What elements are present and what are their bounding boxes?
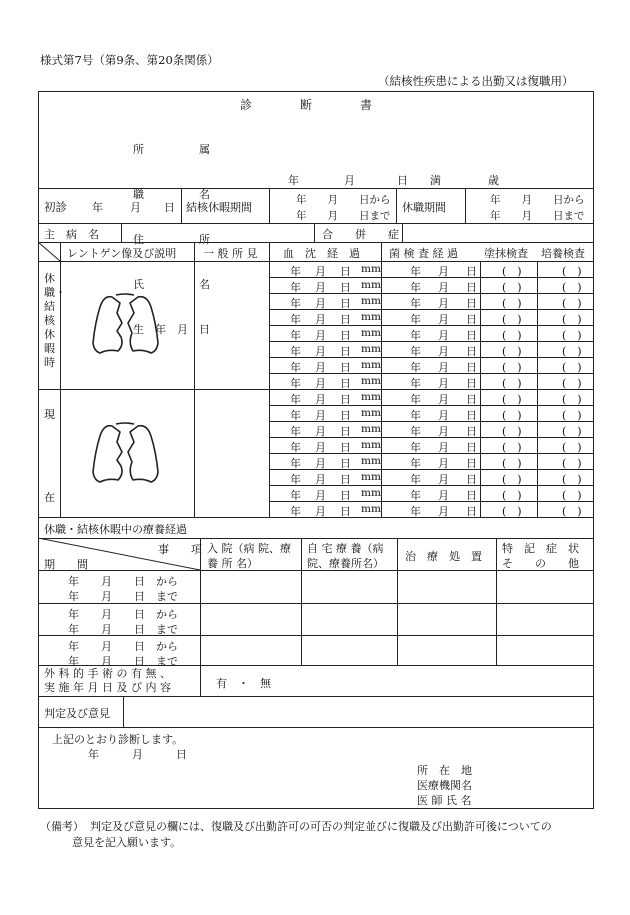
bacteria-year: 年 — [410, 297, 421, 310]
smear-result: ( ) — [502, 361, 522, 374]
bacteria-year: 年 — [410, 505, 421, 518]
document-title: 診 断 書 — [240, 98, 373, 112]
esr-year: 年 — [290, 377, 301, 390]
treatment-home-header: 自 宅 療 養（病 院、療養所名） — [307, 542, 384, 570]
esr-day: 日 — [340, 313, 351, 326]
col-xray: レントゲン像及び説明 — [67, 247, 177, 260]
esr-year: 年 — [290, 425, 301, 438]
esr-year: 年 — [290, 345, 301, 358]
col-general: 一 般 所 見 — [203, 247, 258, 260]
col-smear: 塗抹検査 — [484, 247, 528, 260]
culture-result: ( ) — [562, 345, 582, 358]
complication-label: 合 併 症 — [322, 228, 399, 241]
form-number: 様式第7号（第9条、第20条関係） — [40, 53, 219, 67]
esr-month: 月 — [315, 441, 326, 454]
smear-result: ( ) — [502, 281, 522, 294]
bacteria-day: 日 — [466, 265, 477, 278]
esr-unit: mm — [361, 295, 381, 307]
esr-unit: mm — [361, 343, 381, 355]
bacteria-day: 日 — [466, 297, 477, 310]
esr-unit: mm — [361, 455, 381, 467]
culture-result: ( ) — [562, 457, 582, 470]
remarks-text-continued: 意見を記入願います。 — [72, 836, 182, 849]
treatment-period-to: 年 月 日 まで — [68, 590, 178, 603]
esr-year: 年 — [290, 473, 301, 486]
esr-month: 月 — [315, 281, 326, 294]
esr-year: 年 — [290, 489, 301, 502]
culture-result: ( ) — [562, 265, 582, 278]
section-now-label-bottom: 在 — [44, 491, 55, 504]
smear-result: ( ) — [502, 505, 522, 518]
smear-result: ( ) — [502, 265, 522, 278]
col-esr: 血 沈 経 過 — [283, 247, 360, 260]
culture-result: ( ) — [562, 329, 582, 342]
exam-row-divider — [269, 405, 594, 406]
tb-leave-period-label: 結核休暇期間 — [186, 201, 252, 214]
remarks-text: 判定及び意見の欄には、復職及び出勤許可の可否の判定並びに復職及び出勤許可後についての — [90, 820, 552, 833]
esr-unit: mm — [361, 439, 381, 451]
bacteria-month: 月 — [438, 473, 449, 486]
lung-diagram-leave-icon — [90, 293, 162, 359]
birth-month: 月 — [344, 174, 355, 187]
first-visit-day: 日 — [164, 201, 175, 214]
col-culture: 培養検査 — [541, 247, 585, 260]
smear-result: ( ) — [502, 377, 522, 390]
esr-month: 月 — [315, 409, 326, 422]
section-leave-label: 休職・結核休暇時 — [44, 272, 66, 369]
treatment-period-to: 年 月 日 まで — [68, 623, 178, 636]
esr-day: 日 — [340, 393, 351, 406]
bacteria-day: 日 — [466, 345, 477, 358]
smear-result: ( ) — [502, 329, 522, 342]
exam-row-divider — [269, 437, 594, 438]
esr-year: 年 — [290, 265, 301, 278]
culture-result: ( ) — [562, 377, 582, 390]
esr-month: 月 — [315, 345, 326, 358]
esr-day: 日 — [340, 377, 351, 390]
esr-year: 年 — [290, 393, 301, 406]
culture-result: ( ) — [562, 409, 582, 422]
age-prefix: 満 — [430, 174, 441, 187]
esr-month: 月 — [315, 377, 326, 390]
col-bacteria: 菌 検 査 経 過 — [389, 247, 458, 260]
esr-unit: mm — [361, 423, 381, 435]
esr-year: 年 — [290, 457, 301, 470]
birth-day: 日 — [397, 174, 408, 187]
bacteria-year: 年 — [410, 329, 421, 342]
smear-result: ( ) — [502, 425, 522, 438]
esr-month: 月 — [315, 329, 326, 342]
treatment-heading: 休職・結核休暇中の療養経過 — [44, 523, 187, 536]
closing-date: 年 月 日 — [88, 748, 187, 761]
esr-month: 月 — [315, 297, 326, 310]
tb-leave-to: 年 月 日まで — [296, 210, 391, 222]
bacteria-month: 月 — [438, 425, 449, 438]
culture-result: ( ) — [562, 281, 582, 294]
esr-month: 月 — [315, 473, 326, 486]
surgery-value: 有 ・ 無 — [216, 677, 271, 690]
bacteria-day: 日 — [466, 361, 477, 374]
esr-month: 月 — [315, 265, 326, 278]
bacteria-day: 日 — [466, 489, 477, 502]
label-birthdate: 生 年 月 日 — [133, 323, 210, 336]
exam-row-divider — [269, 277, 594, 278]
esr-year: 年 — [290, 329, 301, 342]
treatment-item-label: 事 項 — [158, 543, 202, 556]
esr-month: 月 — [315, 313, 326, 326]
esr-unit: mm — [361, 471, 381, 483]
bacteria-day: 日 — [466, 505, 477, 518]
bacteria-year: 年 — [410, 361, 421, 374]
bacteria-month: 月 — [438, 393, 449, 406]
exam-row-divider — [269, 501, 594, 502]
esr-year: 年 — [290, 409, 301, 422]
bacteria-day: 日 — [466, 457, 477, 470]
esr-unit: mm — [361, 311, 381, 323]
bacteria-month: 月 — [438, 345, 449, 358]
smear-result: ( ) — [502, 313, 522, 326]
culture-result: ( ) — [562, 297, 582, 310]
leave-to: 年 月 日まで — [490, 210, 585, 222]
smear-result: ( ) — [502, 489, 522, 502]
treatment-notes-header: 特 記 症 状 そ の 他 — [502, 542, 579, 570]
exam-row-divider — [269, 309, 594, 310]
culture-result: ( ) — [562, 489, 582, 502]
treatment-period-label: 期 間 — [44, 558, 88, 571]
bacteria-day: 日 — [466, 393, 477, 406]
treatment-period-from: 年 月 日 から — [68, 640, 178, 653]
esr-day: 日 — [340, 329, 351, 342]
bacteria-day: 日 — [466, 441, 477, 454]
esr-unit: mm — [361, 279, 381, 291]
label-department: 所 属 — [133, 143, 210, 156]
exam-row-divider — [269, 469, 594, 470]
bacteria-year: 年 — [410, 377, 421, 390]
remarks-label: （備考） — [40, 820, 84, 833]
exam-row-divider — [269, 373, 594, 374]
closing-text: 上記のとおり診断します。 — [52, 733, 184, 746]
esr-year: 年 — [290, 313, 301, 326]
bacteria-month: 月 — [438, 377, 449, 390]
label-address: 住 所 — [133, 233, 210, 246]
bacteria-month: 月 — [438, 297, 449, 310]
bacteria-month: 月 — [438, 489, 449, 502]
leave-from: 年 月 日から — [490, 194, 585, 206]
bacteria-year: 年 — [410, 425, 421, 438]
esr-year: 年 — [290, 505, 301, 518]
exam-row-divider — [269, 341, 594, 342]
esr-day: 日 — [340, 345, 351, 358]
bacteria-month: 月 — [438, 313, 449, 326]
esr-unit: mm — [361, 391, 381, 403]
esr-year: 年 — [290, 441, 301, 454]
bacteria-day: 日 — [466, 473, 477, 486]
esr-month: 月 — [315, 505, 326, 518]
exam-row-divider — [269, 293, 594, 294]
smear-result: ( ) — [502, 409, 522, 422]
bacteria-month: 月 — [438, 457, 449, 470]
lung-diagram-now-icon — [90, 422, 162, 488]
exam-row-divider — [269, 453, 594, 454]
section-now-label-top: 現 — [44, 408, 55, 421]
culture-result: ( ) — [562, 505, 582, 518]
exam-row-divider — [269, 485, 594, 486]
smear-result: ( ) — [502, 473, 522, 486]
bacteria-day: 日 — [466, 329, 477, 342]
smear-result: ( ) — [502, 297, 522, 310]
tb-leave-from: 年 月 日から — [296, 194, 391, 206]
esr-day: 日 — [340, 457, 351, 470]
exam-row-divider — [269, 421, 594, 422]
bacteria-year: 年 — [410, 441, 421, 454]
esr-month: 月 — [315, 361, 326, 374]
smear-result: ( ) — [502, 345, 522, 358]
esr-day: 日 — [340, 441, 351, 454]
bacteria-day: 日 — [466, 409, 477, 422]
label-job-title: 職 名 — [133, 188, 210, 201]
esr-unit: mm — [361, 487, 381, 499]
esr-month: 月 — [315, 457, 326, 470]
treatment-period-from: 年 月 日 から — [68, 575, 178, 588]
judgement-label: 判定及び意見 — [44, 707, 110, 720]
age-suffix: 歳 — [488, 174, 499, 187]
bacteria-year: 年 — [410, 345, 421, 358]
form-purpose: （結核性疾患による出勤又は復職用） — [378, 74, 574, 88]
esr-day: 日 — [340, 361, 351, 374]
culture-result: ( ) — [562, 441, 582, 454]
bacteria-year: 年 — [410, 473, 421, 486]
esr-month: 月 — [315, 393, 326, 406]
treatment-hospital-header: 入 院（病 院、療 養 所 名） — [207, 542, 291, 570]
treatment-period-to: 年 月 日 まで — [68, 655, 178, 668]
first-visit-month: 月 — [130, 201, 141, 214]
bacteria-day: 日 — [466, 377, 477, 390]
esr-unit: mm — [361, 263, 381, 275]
bacteria-month: 月 — [438, 265, 449, 278]
header-diagonal — [38, 242, 60, 261]
esr-unit: mm — [361, 503, 381, 515]
first-visit-year: 年 — [92, 201, 103, 214]
label-name: 氏 名 — [133, 278, 210, 291]
bacteria-day: 日 — [466, 425, 477, 438]
doctor-name-label: 医 師 氏 名 — [417, 794, 472, 807]
first-visit-label: 初診 — [44, 200, 67, 214]
treatment-period-from: 年 月 日 から — [68, 608, 178, 621]
bacteria-day: 日 — [466, 281, 477, 294]
esr-month: 月 — [315, 425, 326, 438]
bacteria-month: 月 — [438, 361, 449, 374]
treatment-therapy-header: 治 療 処 置 — [405, 550, 482, 563]
leave-period-label: 休職期間 — [402, 201, 446, 214]
surgery-label: 外 科 的 手 術 の 有 無 、 実 施 年 月 日 及 び 内 容 — [44, 667, 171, 694]
esr-day: 日 — [340, 281, 351, 294]
esr-unit: mm — [361, 407, 381, 419]
esr-day: 日 — [340, 489, 351, 502]
birth-year: 年 — [288, 174, 299, 187]
esr-year: 年 — [290, 281, 301, 294]
clinic-location-label: 所 在 地 — [417, 764, 472, 777]
smear-result: ( ) — [502, 441, 522, 454]
bacteria-month: 月 — [438, 409, 449, 422]
esr-month: 月 — [315, 489, 326, 502]
bacteria-year: 年 — [410, 281, 421, 294]
exam-row-divider — [269, 357, 594, 358]
bacteria-year: 年 — [410, 313, 421, 326]
bacteria-month: 月 — [438, 329, 449, 342]
bacteria-year: 年 — [410, 409, 421, 422]
esr-day: 日 — [340, 505, 351, 518]
clinic-name-label: 医療機関名 — [417, 779, 472, 792]
bacteria-month: 月 — [438, 441, 449, 454]
bacteria-year: 年 — [410, 393, 421, 406]
culture-result: ( ) — [562, 425, 582, 438]
esr-day: 日 — [340, 297, 351, 310]
exam-row-divider — [269, 325, 594, 326]
culture-result: ( ) — [562, 393, 582, 406]
bacteria-year: 年 — [410, 265, 421, 278]
bacteria-year: 年 — [410, 457, 421, 470]
culture-result: ( ) — [562, 473, 582, 486]
bacteria-year: 年 — [410, 489, 421, 502]
esr-day: 日 — [340, 409, 351, 422]
esr-day: 日 — [340, 425, 351, 438]
esr-unit: mm — [361, 359, 381, 371]
esr-year: 年 — [290, 297, 301, 310]
culture-result: ( ) — [562, 361, 582, 374]
smear-result: ( ) — [502, 457, 522, 470]
culture-result: ( ) — [562, 313, 582, 326]
bacteria-month: 月 — [438, 505, 449, 518]
esr-year: 年 — [290, 361, 301, 374]
bacteria-day: 日 — [466, 313, 477, 326]
esr-day: 日 — [340, 265, 351, 278]
smear-result: ( ) — [502, 393, 522, 406]
esr-day: 日 — [340, 473, 351, 486]
esr-unit: mm — [361, 327, 381, 339]
main-disease-label: 主 病 名 — [44, 228, 99, 241]
esr-unit: mm — [361, 375, 381, 387]
bacteria-month: 月 — [438, 281, 449, 294]
